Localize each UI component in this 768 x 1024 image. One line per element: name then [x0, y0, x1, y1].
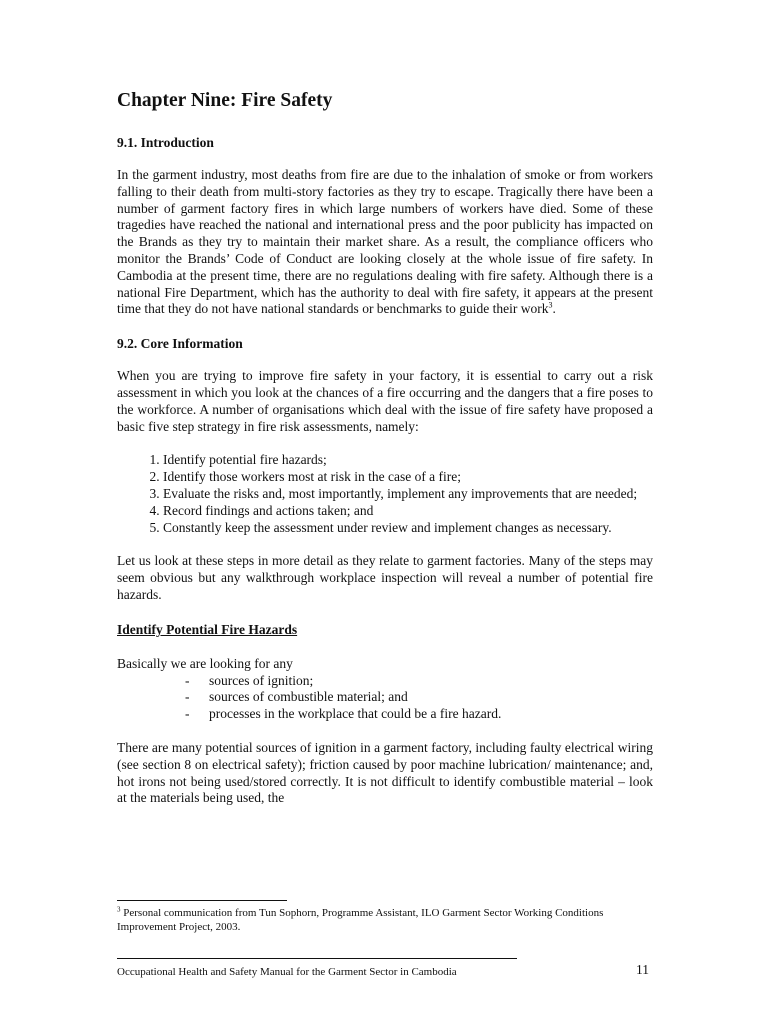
- list-item: 1. Identify potential fire hazards;: [163, 452, 653, 469]
- list-item: [185, 673, 653, 690]
- chapter-title: Chapter Nine: Fire Safety: [117, 90, 333, 111]
- list-item-text: processes in the workplace that could be a fire hazard.: [209, 706, 502, 722]
- list-item: [185, 689, 653, 706]
- footer-divider: [117, 958, 517, 959]
- list-item: [185, 706, 653, 723]
- document-body: [117, 88, 653, 824]
- footnote-number: 3: [117, 905, 121, 914]
- hazards-list: [117, 673, 653, 723]
- five-step-list: [117, 452, 653, 536]
- introduction-text-end: .: [552, 301, 556, 317]
- footnote-reference[interactable]: 3: [548, 300, 553, 310]
- list-item: 4. Record findings and actions taken; and: [163, 503, 653, 520]
- section-heading-core-information: 9.2. Core Information: [117, 336, 243, 352]
- page-number: 11: [636, 962, 649, 977]
- hazards-lead-text: Basically we are looking for any: [117, 655, 293, 671]
- dash-bullet: -: [185, 672, 190, 688]
- list-item: 3. Evaluate the risks and, most importantly, implement any improvements that are needed;: [163, 486, 653, 503]
- footnote: [117, 906, 637, 934]
- steps-detail-paragraph: Let us look at these steps in more detail as they relate to garment factories. Many of the steps may seem obvious but any walkthrough workplace inspection will reveal a number of potential fire hazards.: [117, 553, 653, 602]
- core-information-paragraph: When you are trying to improve fire safety in your factory, it is essential to carry out a risk assessment in which you look at the chances of a fire occurring and the dangers that a fire poses to the workforce. A number of organisations which deal with the issue of fire safety have proposed a basic five step strategy in fire risk assessments, namely:: [117, 368, 653, 434]
- footer-title: Occupational Health and Safety Manual for the Garment Sector in Cambodia: [117, 966, 457, 978]
- introduction-text: In the garment industry, most deaths from fire are due to the inhalation of smoke or from workers falling to their death from multi-story factories as they try to escape. Tragically there have been a number of garment factory fires in which large numbers of workers have died. Some of these tragedies have reached the national and international press and the poor publicity has impacted on the Brands as they try to maintain their market share. As a result, the compliance officers who monitor the Brands’ Code of Conduct are looking closely at the whole issue of fire safety. In Cambodia at the present time, there are no regulations dealing with fire safety. Although there is a national Fire Department, which has the authority to deal with fire safety, it appears at the present time that they do not have national standards or benchmarks to guide their work: [117, 167, 653, 317]
- subheading-identify-hazards: Identify Potential Fire Hazards: [117, 621, 298, 637]
- list-item-text: sources of combustible material; and: [209, 689, 408, 705]
- introduction-paragraph: [117, 167, 653, 318]
- list-item-text: sources of ignition;: [209, 672, 314, 688]
- list-item: 2. Identify those workers most at risk in the case of a fire;: [163, 469, 653, 486]
- dash-bullet: -: [185, 706, 190, 722]
- section-heading-introduction: 9.1. Introduction: [117, 135, 214, 150]
- footnote-divider: [117, 900, 287, 901]
- footnote-text: Personal communication from Tun Sophorn, Programme Assistant, ILO Garment Sector Working Conditions Improvement Project, 2003.: [117, 907, 604, 933]
- dash-bullet: -: [185, 689, 190, 705]
- ignition-sources-paragraph: There are many potential sources of ignition in a garment factory, including faulty electrical wiring (see section 8 on electrical safety); friction caused by poor machine lubrication/ maintenance; and, hot irons not being used/stored correctly. It is not difficult to identify combustible material – look at the materials being used, the: [117, 739, 653, 806]
- list-item: 5. Constantly keep the assessment under review and implement changes as necessary.: [163, 520, 653, 537]
